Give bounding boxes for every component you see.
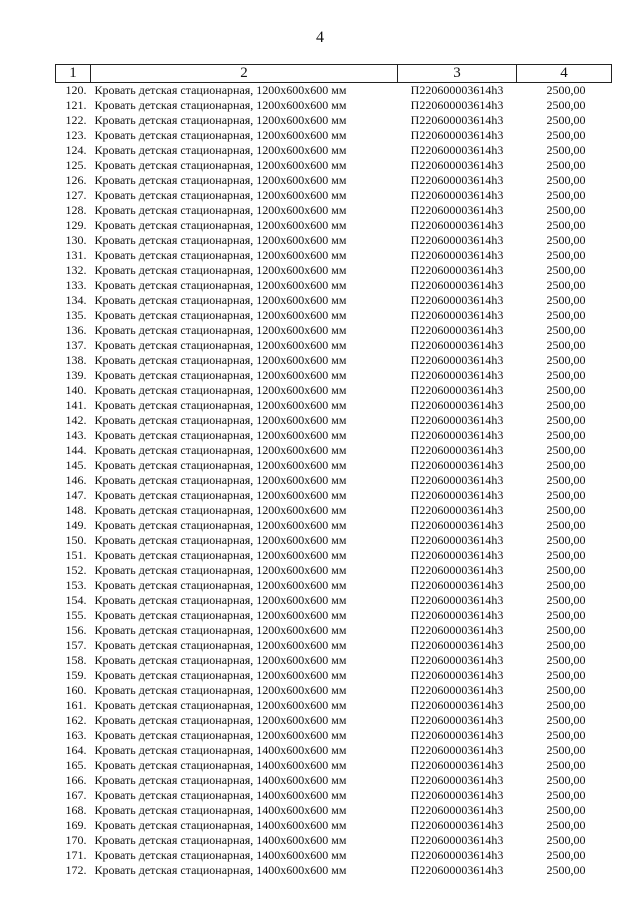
table-row: [56, 563, 612, 578]
row-number: 172.: [65, 863, 87, 877]
item-price: 2500,00: [546, 488, 586, 502]
item-price: 2500,00: [546, 113, 586, 127]
column-header-2: 2: [91, 65, 398, 83]
inventory-table: [55, 64, 612, 878]
item-code: П220600003614h3: [410, 353, 504, 367]
table-row: [56, 203, 612, 218]
item-name: Кровать детская стационарная, 1200x600x600 мм: [94, 158, 347, 172]
item-name: Кровать детская стационарная, 1200x600x600 мм: [94, 623, 347, 637]
item-code: П220600003614h3: [410, 548, 504, 562]
item-code: П220600003614h3: [410, 83, 504, 97]
row-number: 170.: [65, 833, 87, 847]
table-row: [56, 428, 612, 443]
table-row: [56, 593, 612, 608]
item-price: 2500,00: [546, 683, 586, 697]
item-price: 2500,00: [546, 218, 586, 232]
item-name: Кровать детская стационарная, 1200x600x600 мм: [94, 353, 347, 367]
table-row: [56, 728, 612, 743]
row-number: 160.: [65, 683, 87, 697]
item-name: Кровать детская стационарная, 1400x600x600 мм: [94, 803, 347, 817]
row-number: 153.: [65, 578, 87, 592]
item-name: Кровать детская стационарная, 1200x600x600 мм: [94, 293, 347, 307]
item-name: Кровать детская стационарная, 1200x600x600 мм: [94, 668, 347, 682]
item-price: 2500,00: [546, 293, 586, 307]
item-code: П220600003614h3: [410, 683, 504, 697]
row-number: 133.: [65, 278, 87, 292]
item-price: 2500,00: [546, 833, 586, 847]
item-code: П220600003614h3: [410, 248, 504, 262]
item-name: Кровать детская стационарная, 1200x600x600 мм: [94, 413, 347, 427]
item-code: П220600003614h3: [410, 368, 504, 382]
item-code: П220600003614h3: [410, 98, 504, 112]
item-code: П220600003614h3: [410, 773, 504, 787]
item-name: Кровать детская стационарная, 1200x600x600 мм: [94, 593, 347, 607]
item-name: Кровать детская стационарная, 1200x600x600 мм: [94, 128, 347, 142]
item-code: П220600003614h3: [410, 668, 504, 682]
row-number: 148.: [65, 503, 87, 517]
table-row: [56, 98, 612, 113]
item-price: 2500,00: [546, 143, 586, 157]
item-code: П220600003614h3: [410, 308, 504, 322]
table-row: [56, 188, 612, 203]
item-price: 2500,00: [546, 428, 586, 442]
item-price: 2500,00: [546, 383, 586, 397]
table-row: [56, 848, 612, 863]
item-name: Кровать детская стационарная, 1200x600x600 мм: [94, 113, 347, 127]
table-row: [56, 338, 612, 353]
item-code: П220600003614h3: [410, 113, 504, 127]
item-price: 2500,00: [546, 173, 586, 187]
row-number: 123.: [65, 128, 87, 142]
table-row: [56, 368, 612, 383]
row-number: 155.: [65, 608, 87, 622]
row-number: 121.: [65, 98, 87, 112]
table-row: [56, 488, 612, 503]
item-code: П220600003614h3: [410, 383, 504, 397]
item-name: Кровать детская стационарная, 1400x600x600 мм: [94, 818, 347, 832]
table-row: [56, 773, 612, 788]
item-price: 2500,00: [546, 278, 586, 292]
item-code: П220600003614h3: [410, 413, 504, 427]
table-row: [56, 398, 612, 413]
table-row: [56, 518, 612, 533]
column-header-4: 4: [517, 65, 612, 83]
table-row: [56, 458, 612, 473]
table-row: [56, 233, 612, 248]
item-price: 2500,00: [546, 188, 586, 202]
row-number: 154.: [65, 593, 87, 607]
item-price: 2500,00: [546, 533, 586, 547]
item-price: 2500,00: [546, 413, 586, 427]
item-price: 2500,00: [546, 83, 586, 97]
item-price: 2500,00: [546, 743, 586, 757]
table-row: [56, 173, 612, 188]
item-price: 2500,00: [546, 578, 586, 592]
item-code: П220600003614h3: [410, 653, 504, 667]
item-name: Кровать детская стационарная, 1400x600x600 мм: [94, 833, 347, 847]
item-name: Кровать детская стационарная, 1200x600x600 мм: [94, 653, 347, 667]
item-code: П220600003614h3: [410, 458, 504, 472]
item-price: 2500,00: [546, 563, 586, 577]
row-number: 159.: [65, 668, 87, 682]
item-name: Кровать детская стационарная, 1200x600x600 мм: [94, 263, 347, 277]
row-number: 156.: [65, 623, 87, 637]
item-name: Кровать детская стационарная, 1200x600x600 мм: [94, 188, 347, 202]
table-row: [56, 818, 612, 833]
table-row: [56, 383, 612, 398]
row-number: 120.: [65, 83, 87, 97]
item-name: Кровать детская стационарная, 1200x600x600 мм: [94, 683, 347, 697]
item-price: 2500,00: [546, 668, 586, 682]
item-price: 2500,00: [546, 203, 586, 217]
item-name: Кровать детская стационарная, 1200x600x600 мм: [94, 638, 347, 652]
item-price: 2500,00: [546, 728, 586, 742]
row-number: 131.: [65, 248, 87, 262]
table-row: [56, 863, 612, 878]
item-price: 2500,00: [546, 848, 586, 862]
item-code: П220600003614h3: [410, 398, 504, 412]
item-name: Кровать детская стационарная, 1200x600x600 мм: [94, 308, 347, 322]
item-price: 2500,00: [546, 98, 586, 112]
table-row: [56, 758, 612, 773]
item-code: П220600003614h3: [410, 293, 504, 307]
item-code: П220600003614h3: [410, 803, 504, 817]
table-row: [56, 503, 612, 518]
table-row: [56, 308, 612, 323]
row-number: 164.: [65, 743, 87, 757]
item-price: 2500,00: [546, 473, 586, 487]
table-row: [56, 698, 612, 713]
item-code: П220600003614h3: [410, 833, 504, 847]
item-price: 2500,00: [546, 593, 586, 607]
row-number: 128.: [65, 203, 87, 217]
item-code: П220600003614h3: [410, 623, 504, 637]
item-name: Кровать детская стационарная, 1200x600x600 мм: [94, 278, 347, 292]
item-name: Кровать детская стационарная, 1200x600x600 мм: [94, 248, 347, 262]
table-row: [56, 608, 612, 623]
table-row: [56, 713, 612, 728]
item-code: П220600003614h3: [410, 518, 504, 532]
item-price: 2500,00: [546, 158, 586, 172]
item-name: Кровать детская стационарная, 1200x600x600 мм: [94, 578, 347, 592]
item-code: П220600003614h3: [410, 533, 504, 547]
table-row: [56, 158, 612, 173]
item-price: 2500,00: [546, 698, 586, 712]
item-code: П220600003614h3: [410, 218, 504, 232]
item-name: Кровать детская стационарная, 1200x600x600 мм: [94, 173, 347, 187]
item-code: П220600003614h3: [410, 473, 504, 487]
table-row: [56, 218, 612, 233]
item-code: П220600003614h3: [410, 143, 504, 157]
table-row: [56, 353, 612, 368]
item-price: 2500,00: [546, 248, 586, 262]
item-price: 2500,00: [546, 758, 586, 772]
item-price: 2500,00: [546, 263, 586, 277]
item-price: 2500,00: [546, 308, 586, 322]
table-row: [56, 833, 612, 848]
item-name: Кровать детская стационарная, 1200x600x600 мм: [94, 98, 347, 112]
row-number: 126.: [65, 173, 87, 187]
item-name: Кровать детская стационарная, 1200x600x600 мм: [94, 338, 347, 352]
item-price: 2500,00: [546, 458, 586, 472]
column-header-1: 1: [56, 65, 91, 83]
row-number: 144.: [65, 443, 87, 457]
table-row: [56, 803, 612, 818]
item-code: П220600003614h3: [410, 638, 504, 652]
item-code: П220600003614h3: [410, 728, 504, 742]
item-price: 2500,00: [546, 803, 586, 817]
item-code: П220600003614h3: [410, 158, 504, 172]
item-price: 2500,00: [546, 353, 586, 367]
row-number: 161.: [65, 698, 87, 712]
row-number: 163.: [65, 728, 87, 742]
row-number: 171.: [65, 848, 87, 862]
row-number: 138.: [65, 353, 87, 367]
item-price: 2500,00: [546, 233, 586, 247]
item-code: П220600003614h3: [410, 848, 504, 862]
item-name: Кровать детская стационарная, 1200x600x600 мм: [94, 518, 347, 532]
item-price: 2500,00: [546, 323, 586, 337]
table-row: [56, 113, 612, 128]
row-number: 162.: [65, 713, 87, 727]
item-code: П220600003614h3: [410, 503, 504, 517]
item-name: Кровать детская стационарная, 1200x600x600 мм: [94, 233, 347, 247]
item-name: Кровать детская стационарная, 1200x600x600 мм: [94, 728, 347, 742]
item-code: П220600003614h3: [410, 788, 504, 802]
row-number: 168.: [65, 803, 87, 817]
item-code: П220600003614h3: [410, 593, 504, 607]
item-name: Кровать детская стационарная, 1200x600x600 мм: [94, 473, 347, 487]
item-price: 2500,00: [546, 653, 586, 667]
table-row: [56, 323, 612, 338]
row-number: 129.: [65, 218, 87, 232]
item-name: Кровать детская стационарная, 1400x600x600 мм: [94, 743, 347, 757]
row-number: 165.: [65, 758, 87, 772]
table-row: [56, 248, 612, 263]
item-code: П220600003614h3: [410, 263, 504, 277]
item-price: 2500,00: [546, 368, 586, 382]
item-name: Кровать детская стационарная, 1200x600x600 мм: [94, 458, 347, 472]
item-code: П220600003614h3: [410, 563, 504, 577]
item-name: Кровать детская стационарная, 1200x600x600 мм: [94, 368, 347, 382]
page-number: 4: [316, 29, 324, 46]
table-row: [56, 143, 612, 158]
item-name: Кровать детская стационарная, 1200x600x600 мм: [94, 548, 347, 562]
row-number: 150.: [65, 533, 87, 547]
table-row: [56, 293, 612, 308]
row-number: 130.: [65, 233, 87, 247]
row-number: 124.: [65, 143, 87, 157]
item-name: Кровать детская стационарная, 1200x600x600 мм: [94, 608, 347, 622]
item-price: 2500,00: [546, 818, 586, 832]
item-name: Кровать детская стационарная, 1200x600x600 мм: [94, 713, 347, 727]
row-number: 137.: [65, 338, 87, 352]
item-name: Кровать детская стационарная, 1200x600x600 мм: [94, 203, 347, 217]
row-number: 158.: [65, 653, 87, 667]
item-code: П220600003614h3: [410, 863, 504, 877]
table-row: [56, 83, 612, 99]
item-code: П220600003614h3: [410, 278, 504, 292]
item-code: П220600003614h3: [410, 188, 504, 202]
item-name: Кровать детская стационарная, 1200x600x600 мм: [94, 143, 347, 157]
row-number: 152.: [65, 563, 87, 577]
row-number: 149.: [65, 518, 87, 532]
item-name: Кровать детская стационарная, 1200x600x600 мм: [94, 383, 347, 397]
row-number: 136.: [65, 323, 87, 337]
table-row: [56, 413, 612, 428]
row-number: 166.: [65, 773, 87, 787]
item-name: Кровать детская стационарная, 1400x600x600 мм: [94, 848, 347, 862]
item-name: Кровать детская стационарная, 1200x600x600 мм: [94, 698, 347, 712]
table-row: [56, 578, 612, 593]
item-price: 2500,00: [546, 398, 586, 412]
row-number: 143.: [65, 428, 87, 442]
item-code: П220600003614h3: [410, 743, 504, 757]
item-code: П220600003614h3: [410, 578, 504, 592]
table-row: [56, 128, 612, 143]
item-name: Кровать детская стационарная, 1200x600x600 мм: [94, 443, 347, 457]
column-header-3: 3: [398, 65, 517, 83]
item-name: Кровать детская стационарная, 1200x600x600 мм: [94, 218, 347, 232]
table-row: [56, 683, 612, 698]
item-code: П220600003614h3: [410, 338, 504, 352]
item-name: Кровать детская стационарная, 1200x600x600 мм: [94, 83, 347, 97]
item-price: 2500,00: [546, 443, 586, 457]
item-price: 2500,00: [546, 548, 586, 562]
item-code: П220600003614h3: [410, 443, 504, 457]
item-price: 2500,00: [546, 863, 586, 877]
table-row: [56, 788, 612, 803]
table-row: [56, 743, 612, 758]
item-name: Кровать детская стационарная, 1200x600x600 мм: [94, 563, 347, 577]
table-row: [56, 278, 612, 293]
item-name: Кровать детская стационарная, 1400x600x600 мм: [94, 758, 347, 772]
item-name: Кровать детская стационарная, 1200x600x600 мм: [94, 428, 347, 442]
row-number: 151.: [65, 548, 87, 562]
item-price: 2500,00: [546, 518, 586, 532]
table-row: [56, 533, 612, 548]
row-number: 132.: [65, 263, 87, 277]
item-code: П220600003614h3: [410, 173, 504, 187]
table-row: [56, 263, 612, 278]
table-row: [56, 638, 612, 653]
row-number: 140.: [65, 383, 87, 397]
row-number: 139.: [65, 368, 87, 382]
item-code: П220600003614h3: [410, 323, 504, 337]
row-number: 122.: [65, 113, 87, 127]
item-price: 2500,00: [546, 623, 586, 637]
item-price: 2500,00: [546, 128, 586, 142]
item-code: П220600003614h3: [410, 713, 504, 727]
item-code: П220600003614h3: [410, 203, 504, 217]
table-row: [56, 473, 612, 488]
item-code: П220600003614h3: [410, 698, 504, 712]
item-code: П220600003614h3: [410, 428, 504, 442]
item-price: 2500,00: [546, 773, 586, 787]
item-name: Кровать детская стационарная, 1200x600x600 мм: [94, 398, 347, 412]
row-number: 134.: [65, 293, 87, 307]
row-number: 147.: [65, 488, 87, 502]
item-price: 2500,00: [546, 338, 586, 352]
item-name: Кровать детская стационарная, 1200x600x600 мм: [94, 533, 347, 547]
item-code: П220600003614h3: [410, 233, 504, 247]
item-name: Кровать детская стационарная, 1400x600x600 мм: [94, 863, 347, 877]
table-body: [56, 83, 612, 879]
table-row: [56, 653, 612, 668]
item-code: П220600003614h3: [410, 758, 504, 772]
item-price: 2500,00: [546, 608, 586, 622]
item-price: 2500,00: [546, 713, 586, 727]
item-code: П220600003614h3: [410, 818, 504, 832]
item-price: 2500,00: [546, 503, 586, 517]
item-price: 2500,00: [546, 638, 586, 652]
item-code: П220600003614h3: [410, 608, 504, 622]
table-row: [56, 443, 612, 458]
row-number: 145.: [65, 458, 87, 472]
table-header-row: [56, 65, 612, 83]
row-number: 135.: [65, 308, 87, 322]
item-code: П220600003614h3: [410, 488, 504, 502]
item-name: Кровать детская стационарная, 1200x600x600 мм: [94, 488, 347, 502]
row-number: 127.: [65, 188, 87, 202]
row-number: 169.: [65, 818, 87, 832]
row-number: 125.: [65, 158, 87, 172]
item-name: Кровать детская стационарная, 1200x600x600 мм: [94, 323, 347, 337]
item-code: П220600003614h3: [410, 128, 504, 142]
row-number: 142.: [65, 413, 87, 427]
row-number: 167.: [65, 788, 87, 802]
row-number: 141.: [65, 398, 87, 412]
item-name: Кровать детская стационарная, 1400x600x600 мм: [94, 773, 347, 787]
table-row: [56, 668, 612, 683]
item-price: 2500,00: [546, 788, 586, 802]
item-name: Кровать детская стационарная, 1200x600x600 мм: [94, 503, 347, 517]
table-row: [56, 548, 612, 563]
table-row: [56, 623, 612, 638]
row-number: 146.: [65, 473, 87, 487]
item-name: Кровать детская стационарная, 1400x600x600 мм: [94, 788, 347, 802]
row-number: 157.: [65, 638, 87, 652]
